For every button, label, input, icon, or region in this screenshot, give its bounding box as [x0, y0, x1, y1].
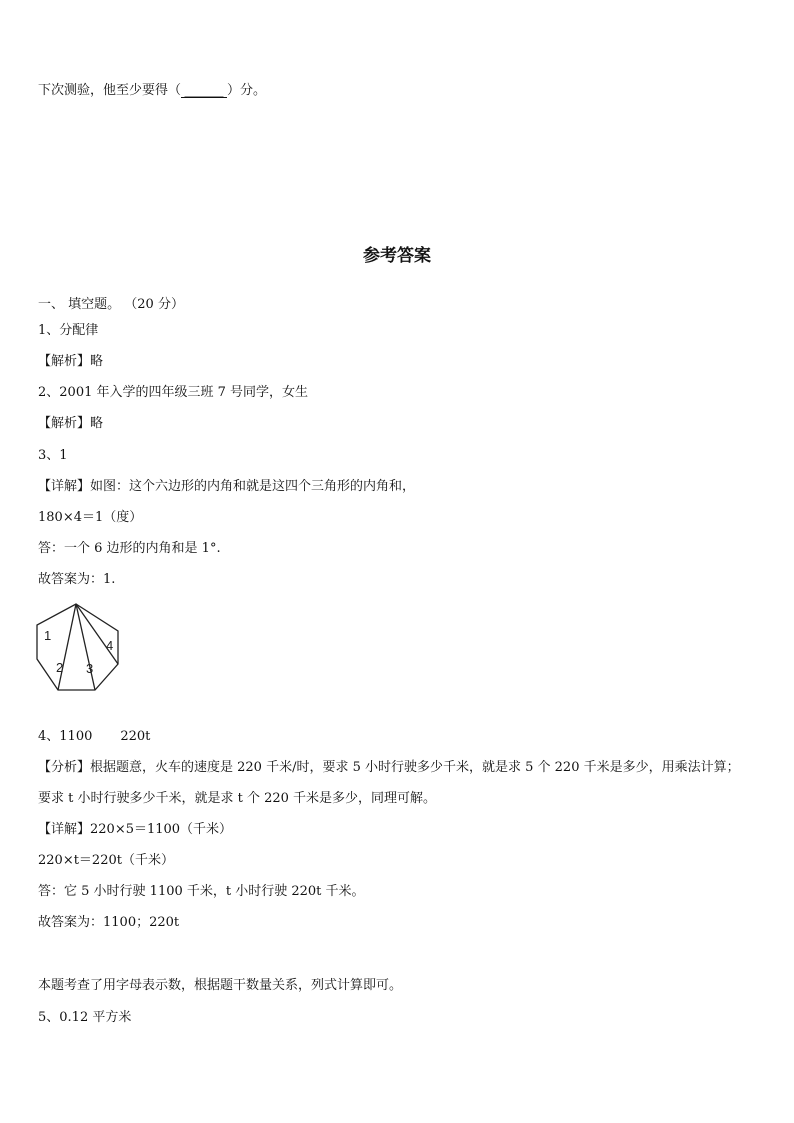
q3-detail: 【详解】如图：这个六边形的内角和就是这四个三角形的内角和， [38, 479, 416, 494]
question-tail [38, 83, 266, 99]
q3-final-answer: 故答案为：1. [38, 572, 116, 587]
q4-answer-a: 4、1100 [38, 729, 93, 744]
triangle-label-2: 2 [56, 660, 64, 675]
q2-analysis: 【解析】略 [38, 416, 104, 431]
q5-answer: 5、0.12 平方米 [38, 1010, 132, 1025]
q3-answer-statement: 答：一个 6 边形的内角和是 1°. [38, 541, 221, 556]
answer-blank: ______ [181, 84, 227, 98]
q4-calculation: 220×t＝220t（千米） [38, 853, 174, 868]
triangle-label-4: 4 [106, 638, 114, 653]
q4-analysis-1: 【分析】根据题意，火车的速度是 220 千米/时，要求 5 小时行驶多少千米，就是求 5 个 220 千米是多少，用乘法计算； [38, 760, 740, 775]
triangle-label-1: 1 [44, 628, 52, 643]
question-tail-after: ）分。 [227, 83, 267, 98]
triangle-label-3: 3 [86, 661, 94, 676]
q4-answer-statement: 答：它 5 小时行驶 1100 千米，t 小时行驶 220t 千米。 [38, 884, 365, 899]
q4-note: 本题考查了用字母表示数，根据题干数量关系，列式计算即可。 [38, 978, 403, 993]
hexagon-figure [34, 600, 130, 696]
q4-analysis-2: 要求 t 小时行驶多少千米，就是求 t 个 220 千米是多少，同理可解。 [38, 791, 437, 806]
q4-detail: 【详解】220×5＝1100（千米） [38, 822, 233, 837]
question-tail-before: 下次测验，他至少要得（ [38, 83, 182, 98]
section-heading: 一、 填空题。 （20 分） [38, 297, 184, 312]
q4-answer [38, 729, 150, 745]
q2-answer: 2、2001 年入学的四年级三班 7 号同学，女生 [38, 385, 309, 400]
q1-analysis: 【解析】略 [38, 354, 104, 369]
q1-answer: 1、分配律 [38, 323, 99, 338]
q3-answer: 3、1 [38, 448, 68, 463]
q4-answer-b: 220t [120, 729, 151, 744]
q3-calculation: 180×4＝1（度） [38, 510, 143, 525]
answer-title: 参考答案 [363, 246, 431, 266]
q4-final-answer: 故答案为：1100；220t [38, 915, 180, 930]
